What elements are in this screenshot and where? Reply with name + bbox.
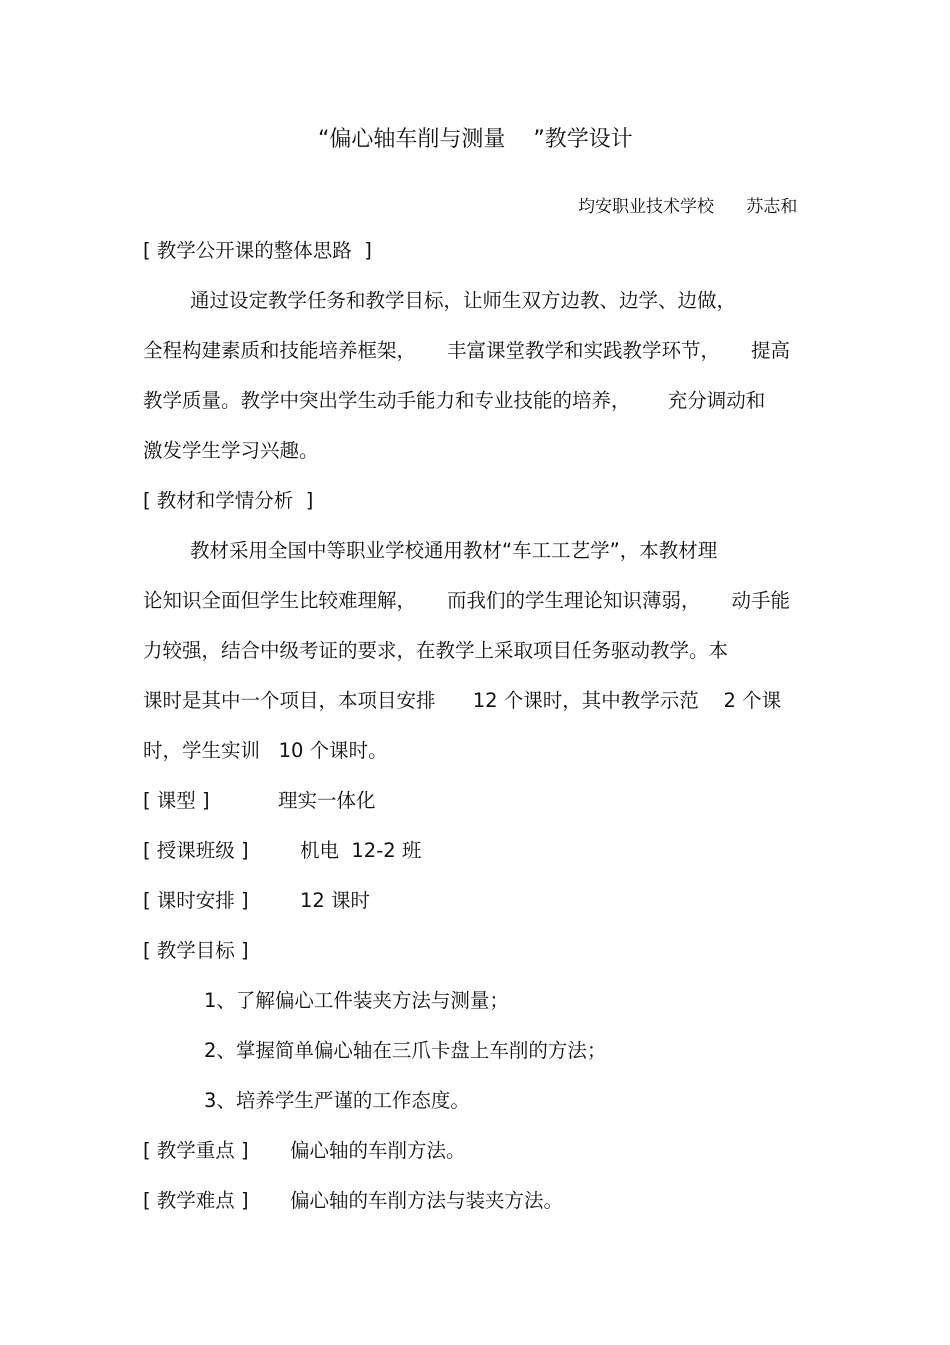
field-label-difficulty: [ 教学难点 ] xyxy=(143,1189,249,1212)
field-value-hours: 12 课时 xyxy=(300,889,371,912)
objective-item: 1、了解偏心工件装夹方法与测量； xyxy=(204,989,509,1012)
field-label-class: [ 授课班级 ] xyxy=(143,839,249,862)
paragraph-line: 论知识全面但学生比较难理解， 而我们的学生理论知识薄弱， 动手能 xyxy=(143,589,790,612)
paragraph-line: 课时是其中一个项目，本项目安排 12 个课时，其中教学示范 2 个课 xyxy=(143,689,782,712)
field-label-hours: [ 课时安排 ] xyxy=(143,889,249,912)
paragraph-line: 教材采用全国中等职业学校通用教材“车工工艺学”，本教材理 xyxy=(190,539,718,562)
paragraph-line: 力较强，结合中级考证的要求，在教学上采取项目任务驱动教学。本 xyxy=(143,639,729,662)
section-heading-materials-analysis: [ 教材和学情分析 ] xyxy=(143,489,314,512)
author-line: 均安职业技术学校 苏志和 xyxy=(578,197,798,217)
paragraph-line: 时，学生实训 10 个课时。 xyxy=(143,739,388,762)
paragraph-line: 全程构建素质和技能培养框架， 丰富课堂教学和实践教学环节， 提高 xyxy=(143,339,790,362)
objective-item: 3、培养学生严谨的工作态度。 xyxy=(204,1089,470,1112)
field-value-difficulty: 偏心轴的车削方法与装夹方法。 xyxy=(290,1189,564,1212)
field-value-class: 机电 12-2 班 xyxy=(300,839,422,862)
field-value-key-point: 偏心轴的车削方法。 xyxy=(290,1139,466,1162)
objective-item: 2、掌握简单偏心轴在三爪卡盘上车削的方法； xyxy=(204,1039,607,1062)
paragraph-line: 教学质量。教学中突出学生动手能力和专业技能的培养， 充分调动和 xyxy=(143,389,766,412)
field-label-key-point: [ 教学重点 ] xyxy=(143,1139,249,1162)
field-value-lesson-type: 理实一体化 xyxy=(278,789,376,812)
page-title: “偏心轴车削与测量 ”教学设计 xyxy=(318,127,633,152)
paragraph-line: 激发学生学习兴趣。 xyxy=(143,439,319,462)
field-label-lesson-type: [ 课型 ] xyxy=(143,789,210,812)
section-heading-overall-idea: [ 教学公开课的整体思路 ] xyxy=(143,239,372,262)
paragraph-line: 通过设定教学任务和教学目标，让师生双方边教、边学、边做， xyxy=(190,289,737,312)
section-heading-objectives: [ 教学目标 ] xyxy=(143,939,249,962)
